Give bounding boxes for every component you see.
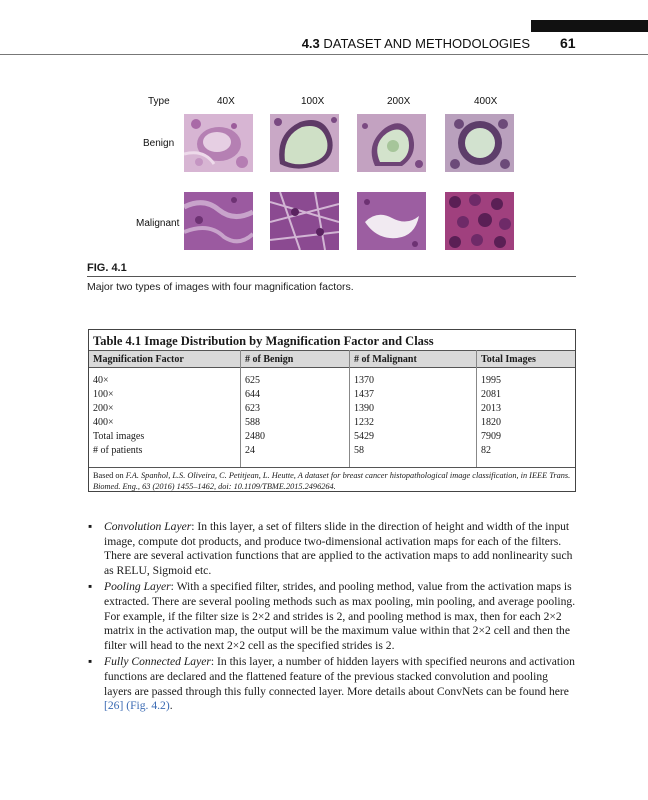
table-cell: 2081 bbox=[481, 389, 501, 400]
table-cell: 1437 bbox=[354, 389, 374, 400]
table-cell: 100× bbox=[93, 389, 114, 400]
note-prefix: Based on bbox=[93, 471, 126, 480]
figure-link[interactable]: (Fig. 4.2) bbox=[126, 699, 170, 713]
list-item bbox=[88, 655, 578, 713]
table-cell: 1232 bbox=[354, 417, 374, 428]
benign-100x-image bbox=[270, 114, 339, 172]
benign-200x-image bbox=[357, 114, 426, 172]
list-item bbox=[88, 580, 578, 653]
running-head bbox=[298, 36, 530, 51]
bullet-text-end: . bbox=[169, 699, 173, 713]
table-cell: 24 bbox=[245, 445, 255, 456]
table-header-cell: Magnification Factor bbox=[93, 354, 184, 365]
bullet-list bbox=[88, 520, 578, 716]
bullet-text: : In this layer, a set of filters slide in the direction of height and width of the input image, compute dot products, and produce two-dimensional activation maps for each of the filters. There are several activation functions that are applied to the activation maps to add nonlinearity such as RELU, Sigmoid etc. bbox=[104, 520, 573, 577]
bullet-marker: ▪ bbox=[88, 520, 93, 533]
table-header-row bbox=[89, 350, 575, 368]
table-cell: Total images bbox=[93, 431, 145, 442]
table-footer-rule bbox=[89, 467, 575, 468]
table-cell: 1370 bbox=[354, 375, 374, 386]
malignant-200x-image bbox=[357, 192, 426, 250]
table-cell: 644 bbox=[245, 389, 260, 400]
table-row bbox=[89, 445, 575, 459]
mag-label-200x: 200X bbox=[387, 96, 411, 107]
data-table bbox=[88, 329, 576, 492]
table-row bbox=[89, 389, 575, 403]
table-cell: 40× bbox=[93, 375, 109, 386]
table-source-note bbox=[93, 471, 571, 492]
malignant-400x-image bbox=[445, 192, 514, 250]
figure-caption: Major two types of images with four magnification factors. bbox=[87, 281, 354, 293]
malignant-100x-image bbox=[270, 192, 339, 250]
mag-label-100x: 100X bbox=[301, 96, 325, 107]
bullet-term: Convolution Layer bbox=[104, 520, 192, 533]
table-header-cell: # of Benign bbox=[245, 354, 294, 365]
mag-label-40x: 40X bbox=[217, 96, 235, 107]
list-item bbox=[88, 520, 578, 578]
table-cell: 588 bbox=[245, 417, 260, 428]
citation-link[interactable]: [26] bbox=[104, 699, 124, 713]
row-label-benign: Benign bbox=[143, 138, 175, 149]
table-cell: 82 bbox=[481, 445, 491, 456]
table-cell: 400× bbox=[93, 417, 114, 428]
note-citation: F.A. Spanhol, L.S. Oliveira, C. Petitjean, L. Heutte, A dataset for breast cancer histopathological image classification, in IEEE Trans. Biomed. Eng., 63 (2016) 1455–1462, doi: 10.1109/TBME.2015.2496264. bbox=[93, 471, 571, 491]
table-cell: 623 bbox=[245, 403, 260, 414]
table-cell: 625 bbox=[245, 375, 260, 386]
bullet-term: Fully Connected Layer bbox=[104, 655, 211, 669]
bullet-marker: ▪ bbox=[88, 580, 93, 594]
table-title: Table 4.1 Image Distribution by Magnification Factor and Class bbox=[93, 334, 434, 348]
table-row bbox=[89, 417, 575, 431]
mag-label-400x: 400X bbox=[474, 96, 498, 107]
bullet-text: : With a specified filter, strides, and pooling method, value from the activation maps is extracted. There are several pooling methods such as max pooling, min pooling, and average pooling. For example, if the filter size is 2×2 and strides is 2, and pooling method is max, then for each 2×2 matrix in the activation map, the output will be the maximum value within that 2×2 cell and then the filter will head to the next 2×2 cell as the specified strides is 2. bbox=[104, 580, 576, 652]
table-cell: 1995 bbox=[481, 375, 501, 386]
row-label-malignant: Malignant bbox=[136, 218, 180, 229]
bullet-text: : In this layer, a number of hidden layers with specified neurons and activation functions are declared and the flattened feature of the previous stacked convolution and pooling layers are passed through this fully connected layer. More details about ConvNets can be found here bbox=[104, 655, 575, 698]
table-header-cell: # of Malignant bbox=[354, 354, 417, 365]
benign-400x-image bbox=[445, 114, 514, 172]
table-cell: # of patients bbox=[93, 445, 143, 456]
figure-rule bbox=[87, 276, 576, 277]
table-cell: 1820 bbox=[481, 417, 501, 428]
table-row bbox=[89, 403, 575, 417]
figure-number: FIG. 4.1 bbox=[87, 262, 127, 274]
table-cell: 2013 bbox=[481, 403, 501, 414]
bullet-marker: ▪ bbox=[88, 655, 93, 669]
header-bar bbox=[531, 20, 648, 32]
malignant-40x-image bbox=[184, 192, 253, 250]
table-cell: 5429 bbox=[354, 431, 374, 442]
figure-type-header: Type bbox=[148, 96, 170, 107]
table-cell: 2480 bbox=[245, 431, 265, 442]
section-title: DATASET AND METHODOLOGIES bbox=[323, 36, 530, 51]
table-cell: 1390 bbox=[354, 403, 374, 414]
benign-40x-image bbox=[184, 114, 253, 172]
table-row bbox=[89, 375, 575, 389]
page-number: 61 bbox=[560, 35, 576, 51]
table-cell: 58 bbox=[354, 445, 364, 456]
table-row bbox=[89, 431, 575, 445]
table-cell: 7909 bbox=[481, 431, 501, 442]
bullet-term: Pooling Layer bbox=[104, 580, 171, 594]
section-number: 4.3 bbox=[301, 36, 320, 51]
table-header-cell: Total Images bbox=[481, 354, 536, 365]
table-cell: 200× bbox=[93, 403, 114, 414]
